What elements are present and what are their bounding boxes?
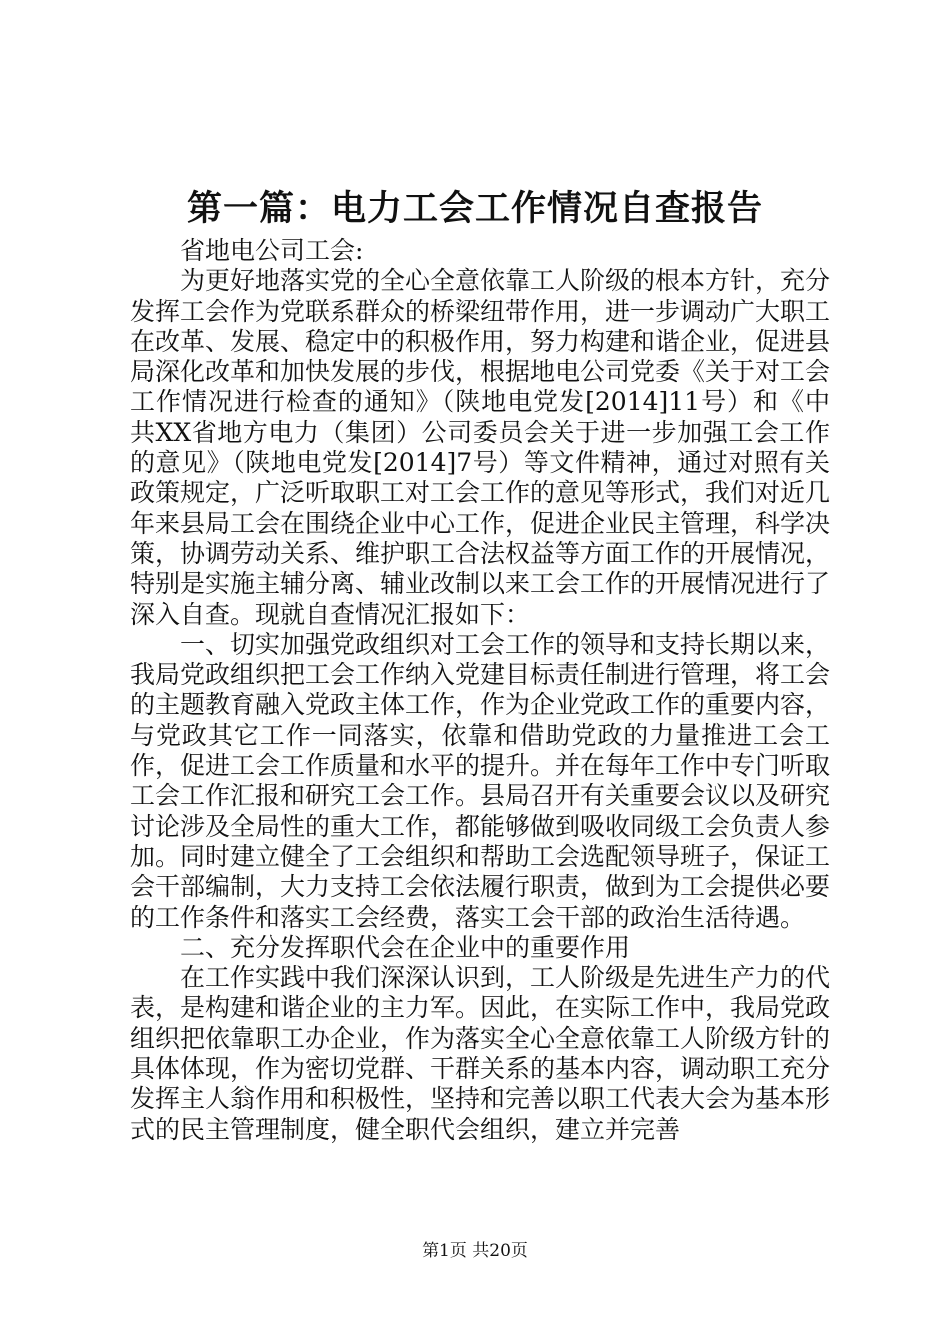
paragraph-intro: 为更好地落实党的全心全意依靠工人阶级的根本方针，充分发挥工会作为党联系群众的桥梁纽带作用，进一步调动广大职工在改革、发展、稳定中的积极作用，努力构建和谐企业，促进县局深化改革和加快发展的步伐，根据地电公司党委《关于对工会工作情况进行检查的通知》（陕地电党发[2014]11号）和《中共XX省地方电力（集团）公司委员会关于进一步加强工会工作的意见》（陕地电党发[2014]7号）等文件精神，通过对照有关政策规定，广泛听取职工对工会工作的意见等形式，我们对近几年来县局工会在围绕企业中心工作，促进企业民主管理，科学决策，协调劳动关系、维护职工合法权益等方面工作的开展情况，特别是实施主辅分离、辅业改制以来工会工作的开展情况进行了深入自查。现就自查情况汇报如下： — [130, 266, 831, 629]
page-footer: 第1页 共20页 — [422, 1241, 528, 1261]
document-body — [130, 236, 830, 1145]
document-title: 第一篇：电力工会工作情况自查报告 — [186, 188, 763, 229]
section-heading-2: 二、充分发挥职代会在企业中的重要作用 — [180, 932, 631, 962]
paragraph-section-2: 在工作实践中我们深深认识到，工人阶级是先进生产力的代表，是构建和谐企业的主力军。因此，在实际工作中，我局党政组织把依靠职工办企业，作为落实全心全意依靠工人阶级方针的具体体现，作为密切党群、干群关系的基本内容，调动职工充分发挥主人翁作用和积极性，坚持和完善以职工代表大会为基本形式的民主管理制度，健全职代会组织，建立并完善 — [130, 963, 831, 1144]
salutation: 省地电公司工会: — [180, 236, 364, 265]
paragraph-section-1: 一、切实加强党政组织对工会工作的领导和支持长期以来，我局党政组织把工会工作纳入党建目标责任制进行管理，将工会的主题教育融入党政主体工作，作为企业党政工作的重要内容，与党政其它工作一同落实，依靠和借助党政的力量推进工会工作，促进工会工作质量和水平的提升。并在每年工作中专门听取工会工作汇报和研究工会工作。县局召开有关重要会议以及研究讨论涉及全局性的重大工作，都能够做到吸收同级工会负责人参加。同时建立健全了工会组织和帮助工会选配领导班子，保证工会干部编制，大力支持工会依法履行职责，做到为工会提供必要的工作条件和落实工会经费，落实工会干部的政治生活待遇。 — [130, 629, 831, 932]
